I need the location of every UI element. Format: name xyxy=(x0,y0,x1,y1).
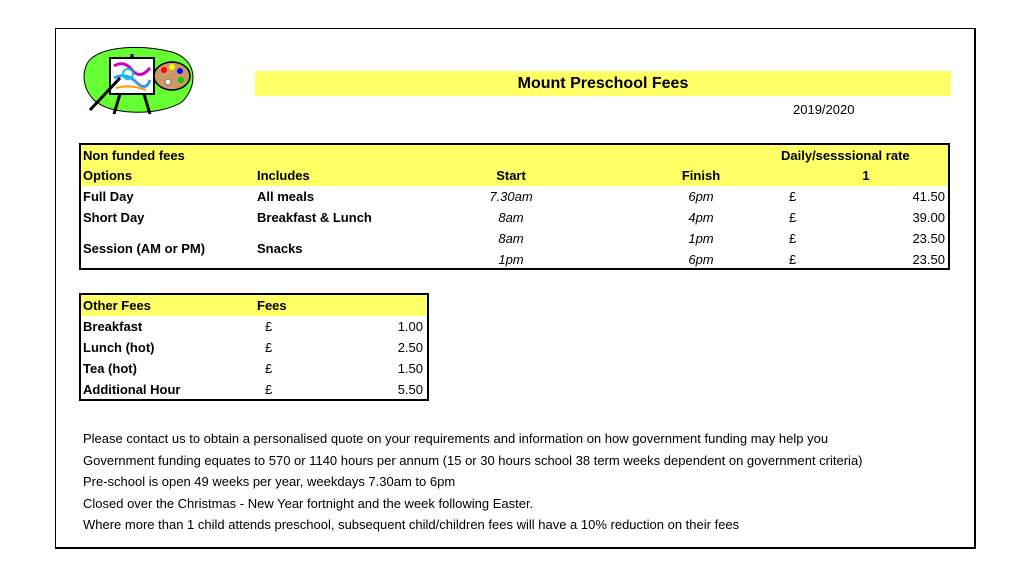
row-finish: 4pm xyxy=(688,210,714,225)
non-funded-fees-table xyxy=(79,143,950,270)
fees-heading: Fees xyxy=(257,298,287,313)
row-currency: £ xyxy=(789,210,797,225)
col-includes: Includes xyxy=(257,168,310,183)
table-row xyxy=(81,249,948,270)
fee-currency: £ xyxy=(265,319,273,334)
row-option: Session (AM or PM) xyxy=(83,241,206,256)
note-line: Please contact us to obtain a personalised quote on your requirements and information on how government funding may help you xyxy=(83,431,829,446)
row-finish: 6pm xyxy=(688,189,714,204)
col-options: Options xyxy=(83,168,133,183)
table-header-row-1 xyxy=(81,145,948,166)
row-rate: 23.50 xyxy=(912,252,945,267)
fee-amount: 1.50 xyxy=(397,361,423,376)
fee-currency: £ xyxy=(265,340,273,355)
table-row xyxy=(81,337,427,358)
fee-currency: £ xyxy=(265,382,273,397)
fee-amount: 1.00 xyxy=(397,319,423,334)
row-includes: All meals xyxy=(257,189,315,204)
fee-currency: £ xyxy=(265,361,273,376)
note-line: Pre-school is open 49 weeks per year, weekdays 7.30am to 6pm xyxy=(83,474,456,489)
row-option: Full Day xyxy=(83,189,134,204)
other-fees-table xyxy=(79,293,429,401)
col-finish: Finish xyxy=(681,168,721,183)
row-start: 8am xyxy=(498,210,524,225)
row-rate: 41.50 xyxy=(912,189,945,204)
table-header-row-2 xyxy=(81,165,948,186)
row-rate: 39.00 xyxy=(912,210,945,225)
table-row xyxy=(81,207,948,228)
row-currency: £ xyxy=(789,252,797,267)
fee-label: Lunch (hot) xyxy=(83,340,155,355)
fee-amount: 2.50 xyxy=(397,340,423,355)
row-finish: 1pm xyxy=(688,231,714,246)
fee-label: Tea (hot) xyxy=(83,361,137,376)
row-includes: Breakfast & Lunch xyxy=(257,210,372,225)
note-line: Closed over the Christmas - New Year fortnight and the week following Easter. xyxy=(83,495,534,511)
table-row xyxy=(81,379,427,400)
row-currency: £ xyxy=(789,189,797,204)
fee-label: Additional Hour xyxy=(83,382,181,397)
fee-amount: 5.50 xyxy=(397,382,423,397)
col-start: Start xyxy=(496,168,526,183)
table-row xyxy=(81,316,427,337)
title-bar xyxy=(255,71,951,96)
col-rate-number: 1 xyxy=(862,168,870,183)
table-heading: Non funded fees xyxy=(83,148,185,163)
row-option: Short Day xyxy=(83,210,145,225)
row-rate: 23.50 xyxy=(912,231,945,246)
rate-heading: Daily/sesssional rate xyxy=(781,148,910,163)
other-fees-header xyxy=(81,295,427,316)
year-label: 2019/2020 xyxy=(793,102,855,117)
notes xyxy=(83,428,863,536)
painting-easel-palette-icon xyxy=(80,44,200,116)
row-includes: Snacks xyxy=(257,241,303,256)
row-currency: £ xyxy=(789,231,797,246)
row-finish: 6pm xyxy=(688,252,714,267)
other-fees-heading: Other Fees xyxy=(83,298,151,313)
table-row xyxy=(81,186,948,207)
fee-label: Breakfast xyxy=(83,319,143,334)
table-row xyxy=(81,358,427,379)
note-line: Government funding equates to 570 or 1140 hours per annum (15 or 30 hours school 38 term weeks dependent on government criteria) xyxy=(83,452,863,468)
row-start: 8am xyxy=(498,231,524,246)
table-row xyxy=(81,228,948,256)
page-title: Mount Preschool Fees xyxy=(517,75,689,92)
row-start: 1pm xyxy=(498,252,524,267)
note-line: Where more than 1 child attends preschool, subsequent child/children fees will have a 10% reduction on their fees xyxy=(83,517,740,532)
row-start: 7.30am xyxy=(489,189,533,204)
